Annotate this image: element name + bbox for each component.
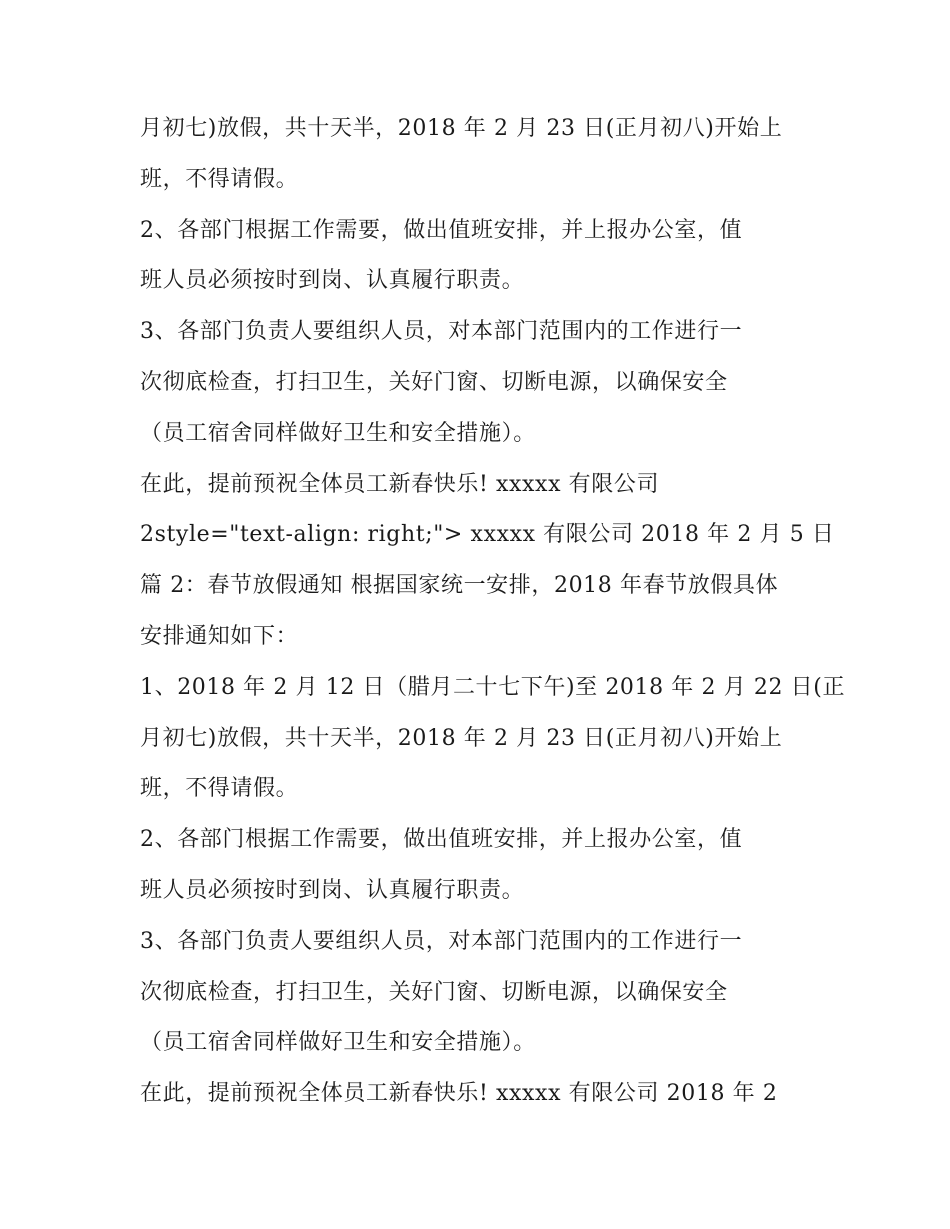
text-line: 3、各部门负责人要组织人员，对本部门范围内的工作进行一 xyxy=(140,319,743,345)
text-line: 1、2018 年 2 月 12 日（腊月二十七下午)至 2018 年 2 月 22 日(正 xyxy=(140,674,846,700)
text-line: 班人员必须按时到岗、认真履行职责。 xyxy=(140,877,525,903)
text-line: 3、各部门负责人要组织人员，对本部门范围内的工作进行一 xyxy=(140,928,743,954)
text-line: 在此，提前预祝全体员工新春快乐! xxxxx 有限公司 xyxy=(140,471,660,497)
text-line: （员工宿舍同样做好卫生和安全措施）。 xyxy=(140,1030,536,1056)
text-line: 篇 2：春节放假通知 根据国家统一安排，2018 年春节放假具体 xyxy=(140,573,779,599)
text-line: 次彻底检查，打扫卫生，关好门窗、切断电源，以确保安全 xyxy=(140,369,728,395)
text-line: 班，不得请假。 xyxy=(140,166,299,192)
text-line: 次彻底检查，打扫卫生，关好门窗、切断电源，以确保安全 xyxy=(140,979,728,1005)
text-line: 在此，提前预祝全体员工新春快乐! xxxxx 有限公司 2018 年 2 xyxy=(140,1081,778,1107)
text-line: 2、各部门根据工作需要，做出值班安排，并上报办公室，值 xyxy=(140,217,743,243)
document-body xyxy=(140,104,846,1120)
text-line: 班，不得请假。 xyxy=(140,776,299,802)
text-line: 月初七)放假，共十天半，2018 年 2 月 23 日(正月初八)开始上 xyxy=(140,725,783,751)
text-line: 安排通知如下： xyxy=(140,623,299,649)
text-line: 班人员必须按时到岗、认真履行职责。 xyxy=(140,268,525,294)
text-line: 月初七)放假，共十天半，2018 年 2 月 23 日(正月初八)开始上 xyxy=(140,116,783,141)
text-line: 2、各部门根据工作需要，做出值班安排，并上报办公室，值 xyxy=(140,827,743,853)
text-line: （员工宿舍同样做好卫生和安全措施）。 xyxy=(140,420,536,446)
text-line: 2style="text-align: right;"> xxxxx 有限公司 2018 年 2 月 5 日 xyxy=(140,522,835,548)
